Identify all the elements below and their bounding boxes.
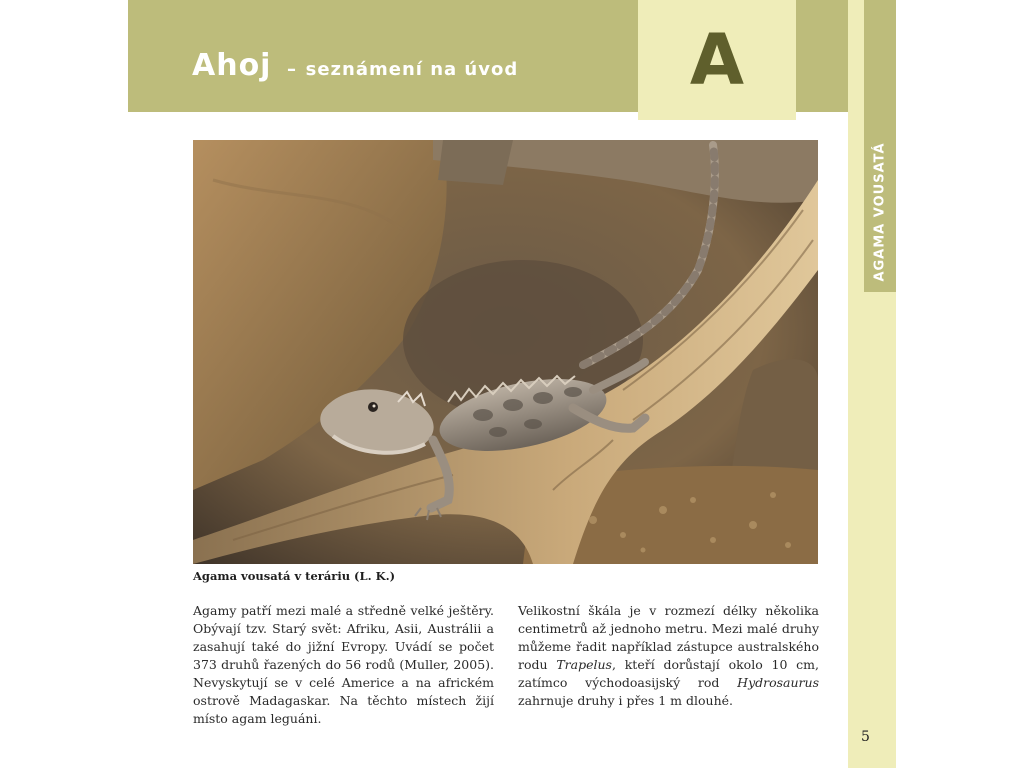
genus-hydrosaurus: Hydrosaurus [737,675,819,690]
chapter-letter-box [638,0,796,120]
body-text-right-part1: Velikostní škála je v rozmezí délky několika centimetrů až jednoho metru. Mezi malé druhy můžeme řadit například zástupce australského rodu [518,603,819,672]
chapter-title-main: Ahoj [192,48,272,83]
photo-caption: Agama vousatá v teráriu (L. K.) [193,569,396,583]
chapter-title-dash: – [287,59,297,80]
chapter-subtitle: seznámení na úvod [305,59,519,80]
chapter-title [192,48,518,83]
lizard-photo [193,140,818,564]
body-text-right [518,602,819,710]
body-text-right-part3: zahrnuje druhy i přes 1 m dlouhé. [518,693,734,708]
page-number: 5 [861,729,870,745]
genus-trapelus: Trapelus [556,657,612,672]
lizard-photo-illustration [193,140,818,564]
body-text-right-part2: , kteří dorůstají okolo 10 cm, zatímco východoasijský rod [518,657,820,690]
side-tab-label: AGAMA VOUSATÁ [872,142,888,282]
book-page [128,0,896,768]
chapter-letter: A [689,19,745,101]
body-text-left: Agamy patří mezi malé a středně velké ještěry. Obývají tzv. Starý svět: Afriku, Asii, Austrálii a zasahují také do jižní Evropy. Uvádí se počet 373 druhů řazených do 56 rodů (Muller, 2005). Nevyskytují se v celé Americe a na africkém ostrově Madagaskar. Na těchto místech žijí místo agam leguáni. [193,603,494,726]
